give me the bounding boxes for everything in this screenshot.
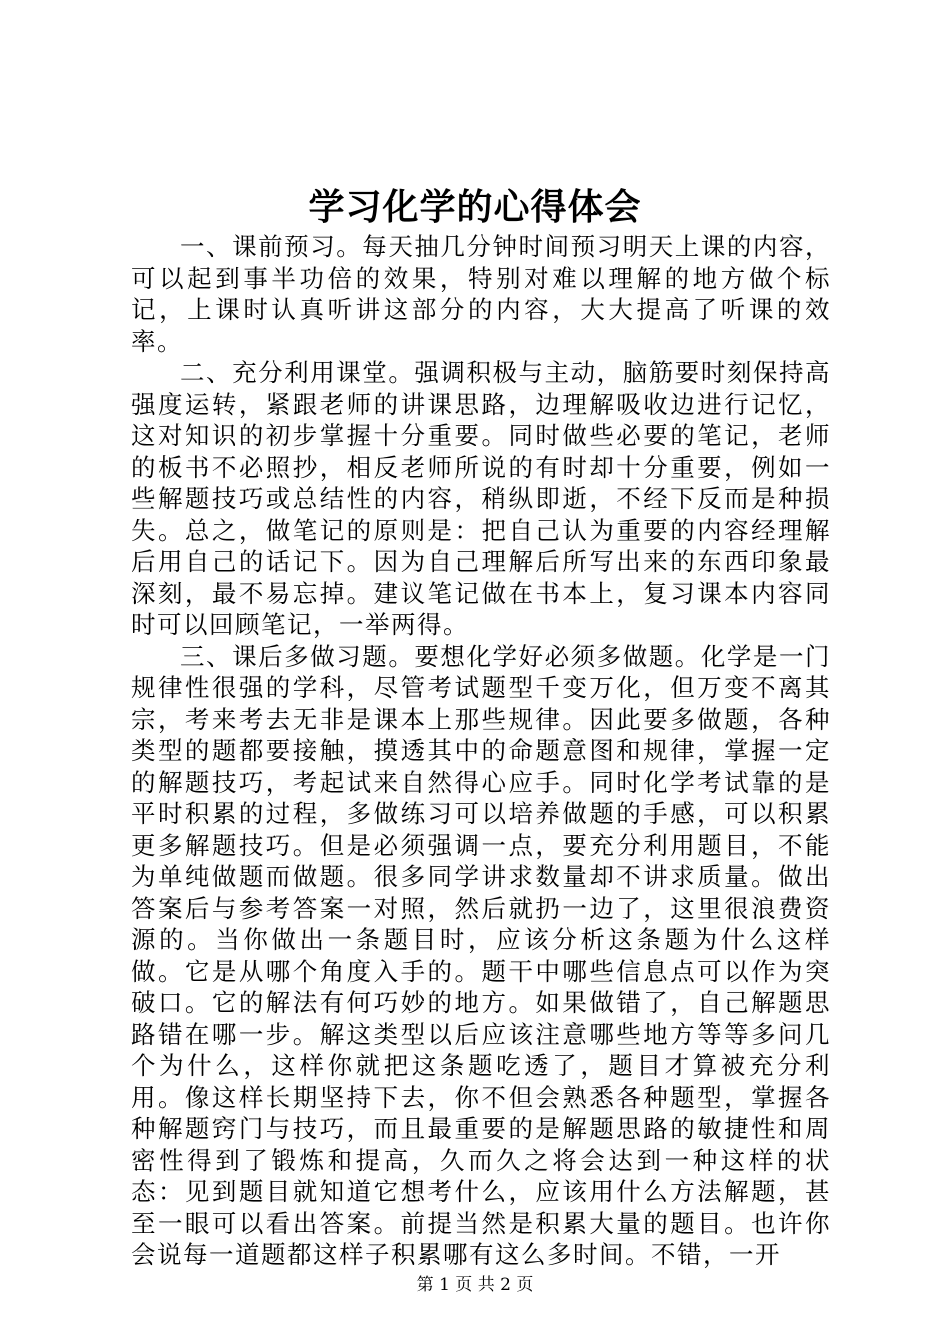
paragraph-preview: 一、课前预习。每天抽几分钟时间预习明天上课的内容，可以起到事半功倍的效果，特别对难以理解的地方做个标记，上课时认真听讲这部分的内容，大大提高了听课的效率。: [131, 232, 831, 356]
document-body: [131, 231, 831, 1271]
paragraph-exercises: 三、课后多做习题。要想化学好必须多做题。化学是一门规律性很强的学科，尽管考试题型千变万化，但万变不离其宗，考来考去无非是课本上那些规律。因此要多做题，各种类型的题都要接触，摸透其中的命题意图和规律，掌握一定的解题技巧，考起试来自然得心应手。同时化学考试靠的是平时积累的过程，多做练习可以培养做题的手感，可以积累更多解题技巧。但是必须强调一点，要充分利用题目，不能为单纯做题而做题。很多同学讲求数量却不讲求质量。做出答案后与参考答案一对照，然后就扔一边了，这里很浪费资源的。当你做出一条题目时，应该分析这条题为什么这样做。它是从哪个角度入手的。题干中哪些信息点可以作为突破口。它的解法有何巧妙的地方。如果做错了，自己解题思路错在哪一步。解这类型以后应该注意哪些地方等等多问几个为什么，这样你就把这条题吃透了，题目才算被充分利用。像这样长期坚持下去，你不但会熟悉各种题型，掌握各种解题窍门与技巧，而且最重要的是解题思路的敏捷性和周密性得到了锻炼和提高，久而久之将会达到一种这样的状态：见到题目就知道它想考什么，应该用什么方法解题，甚至一眼可以看出答案。前提当然是积累大量的题目。也许你会说每一道题都这样子积累哪有这么多时间。不错，一开: [131, 641, 831, 1269]
page-number-footer: 第 1 页 共 2 页: [416, 1275, 534, 1295]
document-title: 学习化学的心得体会: [308, 186, 642, 228]
paragraph-classroom: 二、充分利用课堂。强调积极与主动，脑筋要时刻保持高强度运转，紧跟老师的讲课思路，边理解吸收边进行记忆，这对知识的初步掌握十分重要。同时做些必要的笔记，老师的板书不必照抄，相反老师所说的有时却十分重要，例如一些解题技巧或总结性的内容，稍纵即逝，不经下反而是种损失。总之，做笔记的原则是：把自己认为重要的内容经理解后用自己的话记下。因为自己理解后所写出来的东西印象最深刻，最不易忘掉。建议笔记做在书本上，复习课本内容同时可以回顾笔记，一举两得。: [131, 358, 831, 639]
